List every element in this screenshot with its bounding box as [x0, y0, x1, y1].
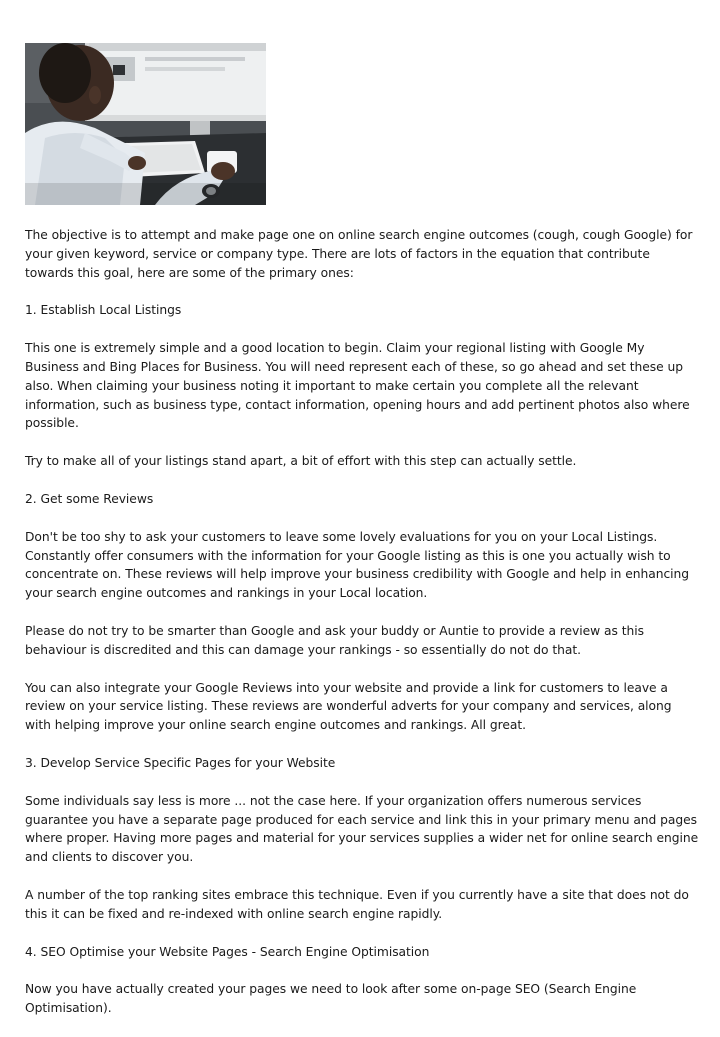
paragraph-no-fake-reviews: Please do not try to be smarter than Google and ask your buddy or Auntie to provide a review as this behaviour is discredited and this can damage your rankings - so essentially do not do that.	[25, 623, 644, 657]
paragraph-stand-apart: Try to make all of your listings stand apart, a bit of effort with this step can actually settle.	[25, 454, 577, 469]
paragraph-local-listings: This one is extremely simple and a good location to begin. Claim your regional listing with Google My Business and Bing Places for Business. You will need represent each of these, so go ahead and set these up also. When claiming your business noting it important to make certain you complete all the relevant information, such as business type, contact information, opening hours and add pertinent photos also where possible.	[25, 341, 690, 431]
paragraph-on-page-seo: Now you have actually created your pages we need to look after some on-page SEO (Search Engine Optimisation).	[25, 982, 637, 1016]
header-photo-man-at-computer	[25, 43, 266, 205]
section-heading-3: 3. Develop Service Specific Pages for your Website	[25, 755, 336, 770]
paragraph-top-sites: A number of the top ranking sites embrace this technique. Even if you currently have a site that does not do this it can be fixed and re-indexed with online search engine rapidly.	[25, 887, 689, 921]
paragraph-integrate-reviews: You can also integrate your Google Reviews into your website and provide a link for customers to leave a review on your service listing. These reviews are wonderful adverts for your company and services, along with helping improve your online search engine outcomes and rankings. All great.	[25, 680, 672, 733]
section-heading-2: 2. Get some Reviews	[25, 491, 154, 506]
paragraph-ask-reviews: Don't be too shy to ask your customers to leave some lovely evaluations for you on your Local Listings. Constantly offer consumers with the information for your Google listing as this is one you actually wish to concentrate on. These reviews will help improve your business credibility with Google and help in enhancing your search engine outcomes and rankings in your Local location.	[25, 529, 690, 601]
intro-paragraph: The objective is to attempt and make page one on online search engine outcomes (cough, cough Google) for your given keyword, service or company type. There are lots of factors in the equation that contribute towards this goal, here are some of the primary ones:	[25, 228, 693, 280]
paragraph-service-pages: Some individuals say less is more ... not the case here. If your organization offers numerous services guarantee you have a separate page produced for each service and link this in your primary menu and pages where proper. Having more pages and material for your services supplies a wider net for online search engine and clients to discover you.	[25, 793, 699, 865]
section-heading-4: 4. SEO Optimise your Website Pages - Search Engine Optimisation	[25, 944, 430, 959]
article-body	[25, 226, 701, 1037]
section-heading-1: 1. Establish Local Listings	[25, 303, 182, 318]
